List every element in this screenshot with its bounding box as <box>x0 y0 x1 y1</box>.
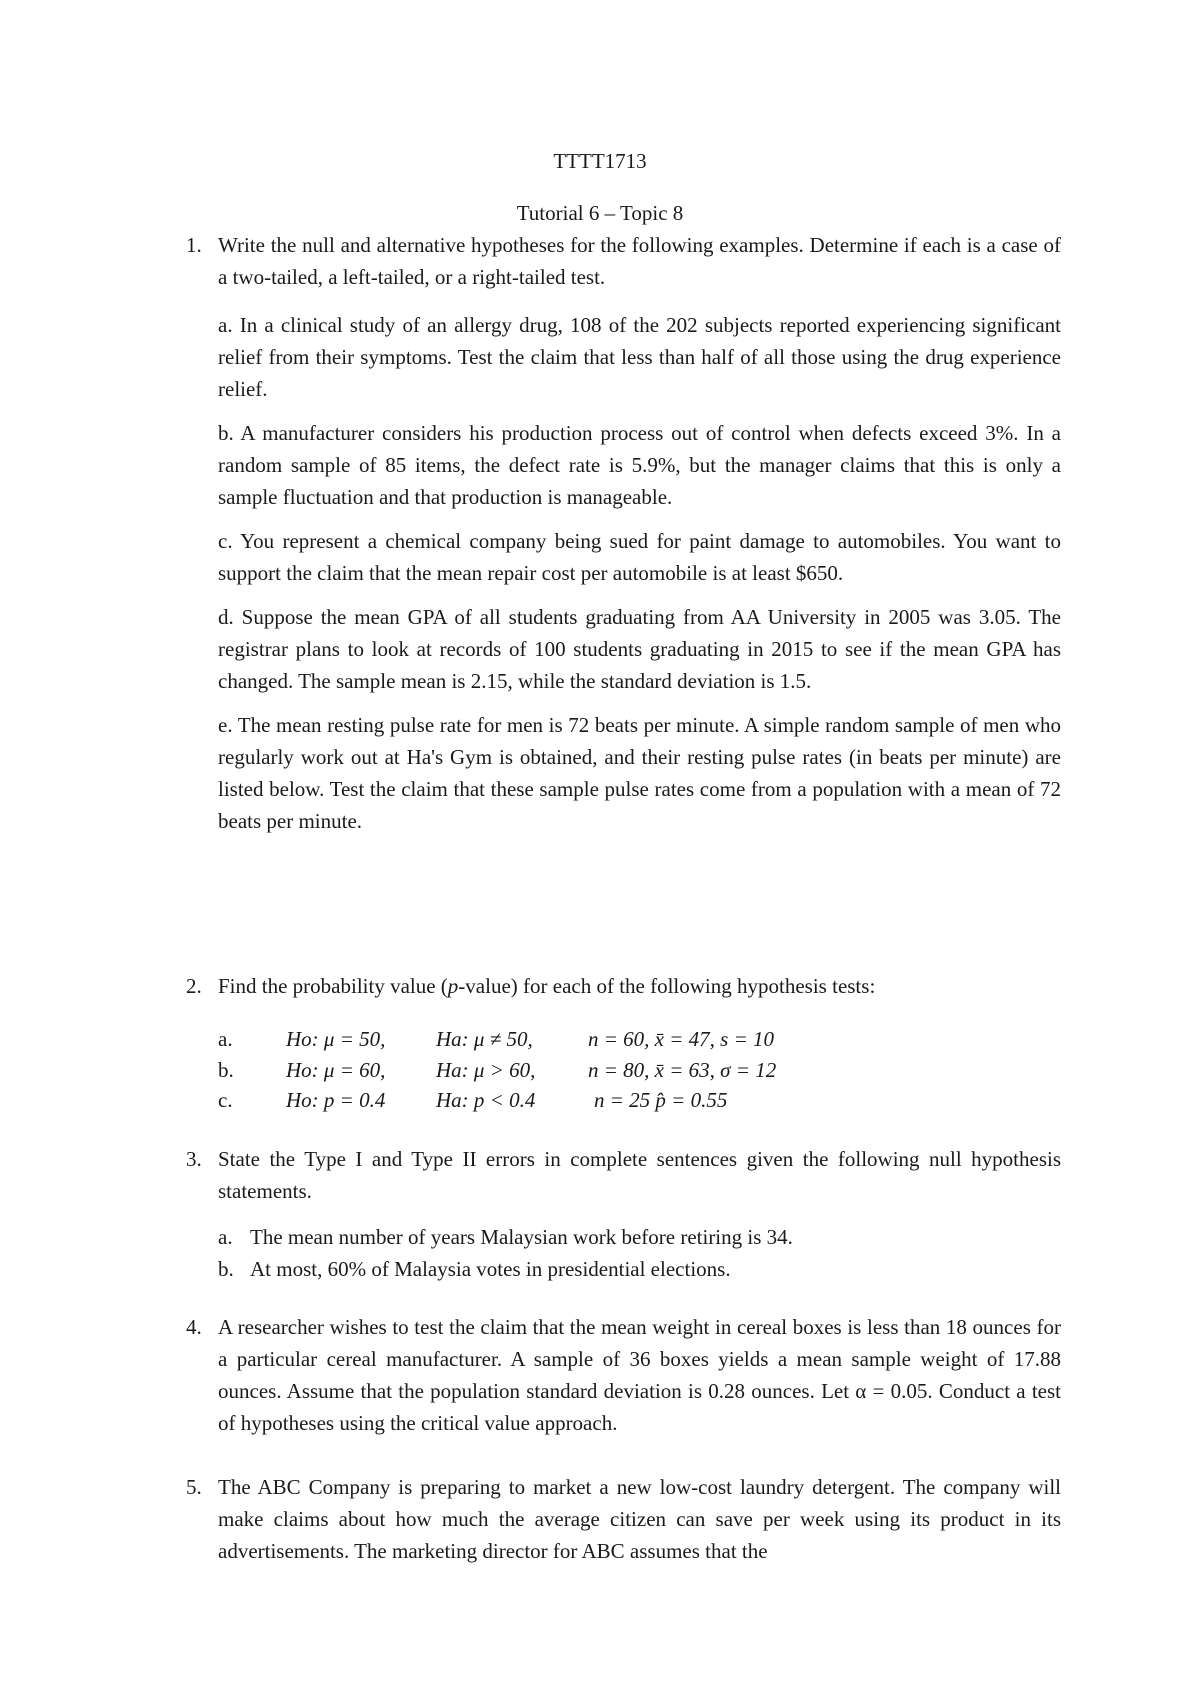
alternative-hypothesis: Ha: μ > 60, <box>436 1058 536 1082</box>
sample-statistics: n = 80, x̄ = 63, σ = 12 <box>588 1058 777 1082</box>
question-1 <box>186 229 1061 837</box>
question-text: A researcher wishes to test the claim that the mean weight in cereal boxes is less than 18 ounces for a particular cereal manufacturer. A sample of 36 boxes yields a mean sample weight of 17.88 ounces. Assume that the population standard deviation is 0.28 ounces. Let α = 0.05. Conduct a test of hypotheses using the critical value approach. <box>218 1315 1061 1435</box>
question-text-start: Find the probability value ( <box>218 974 448 998</box>
question-text-end: -value) for each of the following hypothesis tests: <box>458 974 876 998</box>
question-4 <box>186 1311 1061 1439</box>
null-hypothesis: Ho: p = 0.4 <box>286 1088 386 1112</box>
question-text <box>218 970 1061 1002</box>
course-code: TTTT1713 <box>553 149 647 173</box>
question-3-items <box>218 1221 1061 1285</box>
sample-statistics: n = 25 p̂ = 0.55 <box>594 1088 728 1112</box>
question-text: The ABC Company is preparing to market a new low-cost laundry detergent. The company will make claims about how much the average citizen can save per week using its product in its advertisements. The marketing director for ABC assumes that the <box>218 1475 1061 1563</box>
alternative-hypothesis: Ha: μ ≠ 50, <box>436 1027 533 1051</box>
question-text: Write the null and alternative hypotheses for the following examples. Determine if each is a case of a two-tailed, a left-tailed, or a right-tailed test. <box>218 233 1061 289</box>
alternative-hypothesis: Ha: p < 0.4 <box>436 1088 536 1112</box>
question-2 <box>186 970 1061 1002</box>
question-1-part-d: d. Suppose the mean GPA of all students graduating from AA University in 2005 was 3.05. The registrar plans to look at records of 100 students graduating in 2015 to see if the mean GPA has changed. The sample mean is 2.15, while the standard deviation is 1.5. <box>218 605 1061 693</box>
list-item <box>218 1253 1061 1285</box>
question-number: 1. <box>186 233 202 257</box>
question-1-part-c: c. You represent a chemical company being sued for paint damage to automobiles. You want to support the claim that the mean repair cost per automobile is at least $650. <box>218 529 1061 585</box>
question-text: State the Type I and Type II errors in complete sentences given the following null hypothesis statements. <box>218 1147 1061 1203</box>
item-label: a. <box>218 1225 233 1249</box>
question-1-part-b: b. A manufacturer considers his production process out of control when defects exceed 3%. In a random sample of 85 items, the defect rate is 5.9%, but the manager claims that this is only a sample fluctuation and that production is manageable. <box>218 421 1061 509</box>
row-label: b. <box>218 1058 234 1082</box>
question-number: 5. <box>186 1475 202 1499</box>
question-1-part-e: e. The mean resting pulse rate for men is 72 beats per minute. A simple random sample of men who regularly work out at Ha's Gym is obtained, and their resting pulse rates (in beats per minute) are listed below. Test the claim that these sample pulse rates come from a population with a mean of 72 beats per minute. <box>218 713 1061 833</box>
question-3 <box>186 1143 1061 1285</box>
question-number: 3. <box>186 1147 202 1171</box>
question-1-part-a: a. In a clinical study of an allergy drug, 108 of the 202 subjects reported experiencing significant relief from their symptoms. Test the claim that less than half of all those using the drug experience relief. <box>218 313 1061 401</box>
question-number: 2. <box>186 974 202 998</box>
sample-statistics: n = 60, x̄ = 47, s = 10 <box>588 1027 775 1051</box>
tutorial-title: Tutorial 6 – Topic 8 <box>516 201 684 225</box>
row-label: c. <box>218 1088 233 1112</box>
question-number: 4. <box>186 1315 202 1339</box>
item-label: b. <box>218 1257 234 1281</box>
item-text: The mean number of years Malaysian work before retiring is 34. <box>250 1225 793 1249</box>
question-5 <box>186 1471 1061 1567</box>
row-label: a. <box>218 1027 233 1051</box>
null-hypothesis: Ho: μ = 60, <box>286 1058 386 1082</box>
item-text: At most, 60% of Malaysia votes in presidential elections. <box>250 1257 731 1281</box>
null-hypothesis: Ho: μ = 50, <box>286 1027 386 1051</box>
p-symbol: p <box>447 974 459 998</box>
list-item <box>218 1221 1061 1253</box>
